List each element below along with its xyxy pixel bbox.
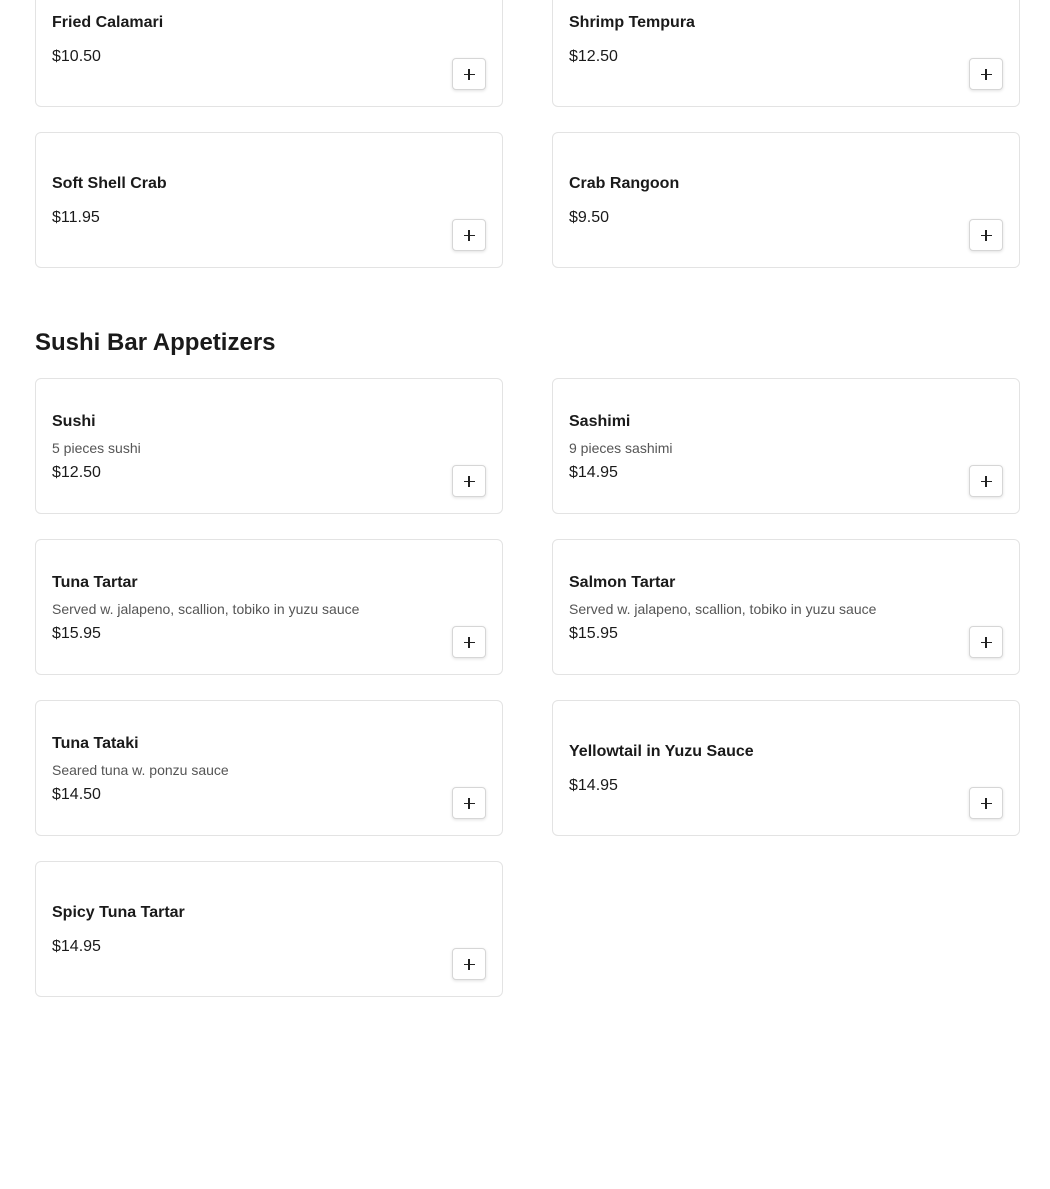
plus-icon xyxy=(981,230,992,241)
plus-icon xyxy=(464,230,475,241)
plus-icon xyxy=(464,476,475,487)
item-name: Tuna Tartar xyxy=(52,574,138,591)
item-name: Salmon Tartar xyxy=(569,574,676,591)
add-item-button[interactable] xyxy=(452,626,486,658)
item-name: Spicy Tuna Tartar xyxy=(52,904,185,921)
add-item-button[interactable] xyxy=(969,787,1003,819)
plus-icon xyxy=(981,798,992,809)
item-name: Soft Shell Crab xyxy=(52,175,167,192)
item-price: $11.95 xyxy=(52,209,100,226)
add-item-button[interactable] xyxy=(969,58,1003,90)
section-title: Sushi Bar Appetizers xyxy=(35,329,276,356)
item-price: $12.50 xyxy=(52,464,101,481)
menu-item-card[interactable] xyxy=(35,700,503,836)
item-price: $12.50 xyxy=(569,48,618,65)
menu-item-card[interactable] xyxy=(552,132,1020,268)
item-price: $14.95 xyxy=(569,464,618,481)
menu-item-card[interactable] xyxy=(35,378,503,514)
add-item-button[interactable] xyxy=(969,219,1003,251)
add-item-button[interactable] xyxy=(969,626,1003,658)
item-name: Sushi xyxy=(52,413,96,430)
add-item-button[interactable] xyxy=(452,787,486,819)
plus-icon xyxy=(981,637,992,648)
item-description: Served w. jalapeno, scallion, tobiko in yuzu sauce xyxy=(52,601,360,617)
item-name: Sashimi xyxy=(569,413,631,430)
item-name: Yellowtail in Yuzu Sauce xyxy=(569,743,754,760)
menu-item-card[interactable] xyxy=(35,132,503,268)
item-name: Fried Calamari xyxy=(52,14,164,31)
item-price: $14.95 xyxy=(52,938,101,955)
add-item-button[interactable] xyxy=(452,58,486,90)
add-item-button[interactable] xyxy=(452,948,486,980)
plus-icon xyxy=(464,637,475,648)
item-price: $9.50 xyxy=(569,209,610,226)
add-item-button[interactable] xyxy=(969,465,1003,497)
item-price: $15.95 xyxy=(52,625,101,642)
plus-icon xyxy=(464,959,475,970)
item-price: $14.95 xyxy=(569,777,618,794)
item-description: 5 pieces sushi xyxy=(52,440,141,456)
plus-icon xyxy=(981,69,992,80)
plus-icon xyxy=(464,798,475,809)
item-price: $14.50 xyxy=(52,786,101,803)
item-name: Shrimp Tempura xyxy=(569,14,695,31)
add-item-button[interactable] xyxy=(452,465,486,497)
menu-item-card[interactable] xyxy=(35,539,503,675)
plus-icon xyxy=(464,69,475,80)
menu-item-card[interactable] xyxy=(552,700,1020,836)
item-description: 9 pieces sashimi xyxy=(569,440,673,456)
item-name: Crab Rangoon xyxy=(569,175,680,192)
item-name: Tuna Tataki xyxy=(52,735,139,752)
plus-icon xyxy=(981,476,992,487)
menu-item-card[interactable] xyxy=(552,378,1020,514)
add-item-button[interactable] xyxy=(452,219,486,251)
menu-item-card[interactable] xyxy=(552,0,1020,107)
menu-item-card[interactable] xyxy=(552,539,1020,675)
menu-item-card[interactable] xyxy=(35,0,503,107)
item-price: $15.95 xyxy=(569,625,618,642)
item-description: Served w. jalapeno, scallion, tobiko in yuzu sauce xyxy=(569,601,877,617)
menu-item-card[interactable] xyxy=(35,861,503,997)
item-price: $10.50 xyxy=(52,48,101,65)
item-description: Seared tuna w. ponzu sauce xyxy=(52,762,229,778)
